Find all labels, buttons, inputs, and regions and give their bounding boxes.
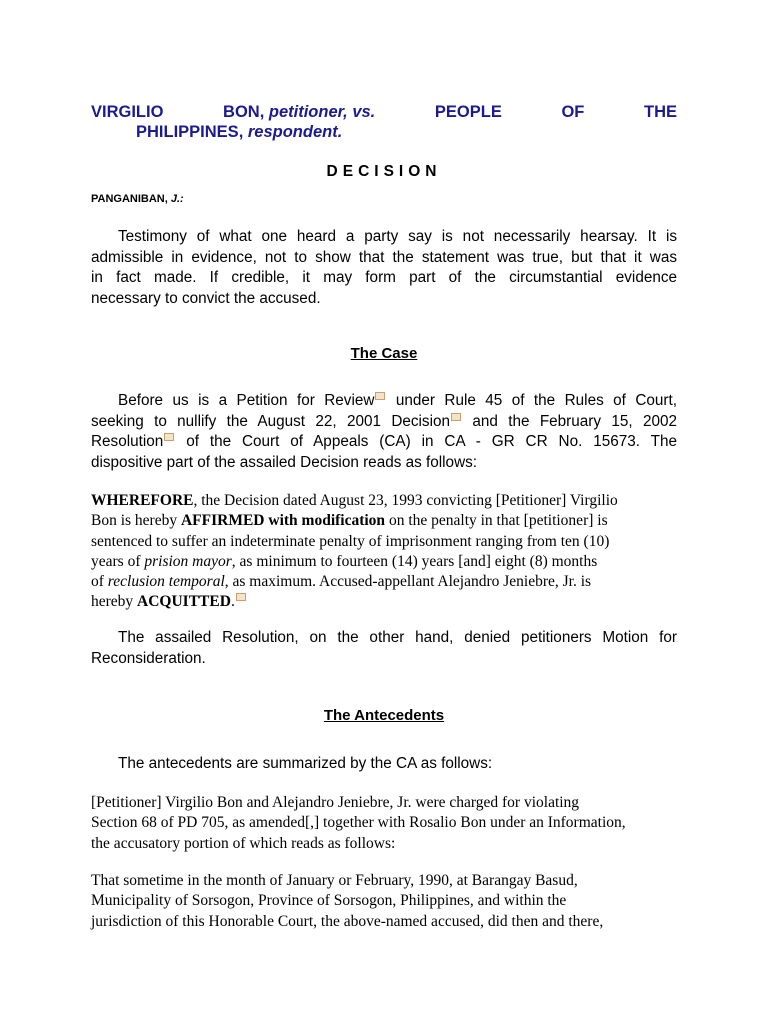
- decision-title: DECISION: [326, 163, 442, 180]
- caption-word: PEOPLE: [434, 103, 502, 121]
- wherefore-quote: WHEREFORE, the Decision dated August 23, 1993 convicting [Petitioner] Virgilio Bon is hereby AFFIRMED with modification on the penalty in that [petitioner] is sentenced to suffer an indeterminate penalty of imprisonment ranging from ten (10) years of prision mayor, as minimum to fourteen (14) years [and] eight (8) months of reclusion temporal, as maximum. Accused-appellant Alejandro Jeniebre, Jr. is hereby ACQUITTED.: [91, 492, 618, 611]
- caption-line-2: PHILIPPINES, respondent.: [136, 123, 343, 141]
- heading-the-case: The Case: [350, 345, 418, 362]
- heading-antecedents: The Antecedents: [323, 707, 445, 724]
- antecedents-quote: [Petitioner] Virgilio Bon and Alejandro Jeniebre, Jr. were charged for violating Section 68 of PD 705, as amended[,] together with Rosalio Bon under an Information, the accusatory portion of which reads as follows:: [91, 794, 626, 852]
- ponente: PANGANIBAN, J.:: [91, 193, 184, 205]
- caption-word: OF: [561, 103, 585, 121]
- case-caption: [91, 102, 677, 142]
- caption-word: BON, petitioner, vs.: [223, 103, 376, 121]
- footnote-link[interactable]: [236, 593, 246, 601]
- information-quote: That sometime in the month of January or February, 1990, at Barangay Basud, Municipality of Sorsogon, Province of Sorsogon, Philippines, and within the jurisdiction of this Honorable Court, the above-named accused, did then and there,: [91, 872, 604, 930]
- footnote-link[interactable]: [451, 413, 461, 421]
- intro-paragraph: Testimony of what one heard a party say is not necessarily hearsay. It is admissible in evidence, not to show that the statement was true, but that it was in fact made. If credible, it may form part of the circumstantial evidence necessary to convict the accused.: [91, 228, 677, 307]
- antecedents-intro: The antecedents are summarized by the CA as follows:: [118, 755, 493, 772]
- footnote-link[interactable]: [375, 392, 385, 400]
- caption-word: VIRGILIO: [91, 103, 164, 121]
- case-paragraph: Before us is a Petition for Review under Rule 45 of the Rules of Court, seeking to nullify the August 22, 2001 Decision and the February 15, 2002 Resolution of the Court of Appeals (CA) in CA - GR CR No. 15673. The dispositive part of the assailed Decision reads as follows:: [91, 392, 678, 471]
- resolution-paragraph: The assailed Resolution, on the other hand, denied petitioners Motion for Reconsideration.: [91, 629, 677, 667]
- footnote-link[interactable]: [164, 433, 174, 441]
- caption-word: THE: [644, 103, 677, 121]
